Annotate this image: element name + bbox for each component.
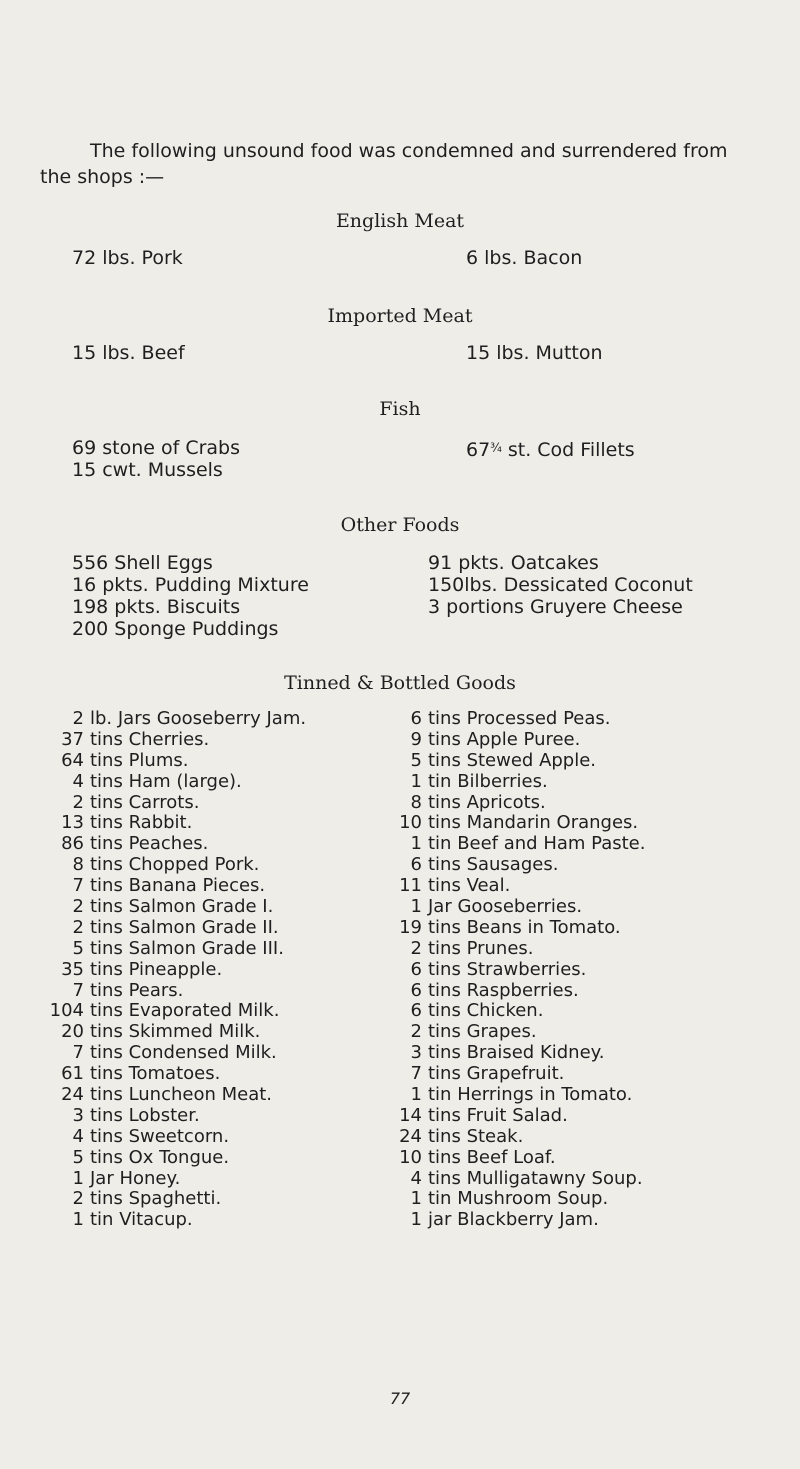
tinned-item-quantity: 1 [410, 833, 422, 855]
cod-fillets-whole: 67 [466, 439, 491, 461]
other-foods-item: 556 Shell Eggs [72, 552, 213, 574]
tinned-item-quantity: 24 [399, 1125, 422, 1147]
tinned-item-description: tins Carrots. [90, 791, 200, 813]
tinned-item-description: Jar Gooseberries. [428, 896, 583, 918]
tinned-item-description: tins Mandarin Oranges. [428, 812, 639, 834]
tinned-item [46, 876, 306, 897]
tinned-item [384, 730, 645, 751]
heading-tinned-bottled-goods: Tinned & Bottled Goods [284, 672, 516, 694]
tinned-item [46, 939, 306, 960]
tinned-item-description: tins Apple Puree. [428, 728, 581, 750]
tinned-item [384, 1106, 645, 1127]
tinned-item-description: tins Mulligatawny Soup. [428, 1167, 643, 1189]
heading-english-meat: English Meat [335, 210, 465, 232]
tinned-item-quantity: 24 [61, 1084, 84, 1106]
tinned-item-quantity: 6 [410, 958, 422, 980]
other-foods-item: 150lbs. Dessicated Coconut [428, 574, 693, 596]
tinned-item [46, 1106, 306, 1127]
tinned-item-quantity: 1 [410, 896, 422, 918]
tinned-item [46, 1022, 306, 1043]
tinned-item-description: tins Pears. [90, 979, 184, 1001]
tinned-item-quantity: 10 [399, 1146, 422, 1168]
tinned-item-quantity: 2 [410, 937, 422, 959]
tinned-item-description: tins Processed Peas. [428, 708, 611, 729]
tinned-item [384, 1210, 645, 1231]
tinned-item-quantity: 3 [410, 1042, 422, 1064]
tinned-item [46, 730, 306, 751]
tinned-item-description: tin Mushroom Soup. [428, 1188, 609, 1210]
tinned-item-description: tins Prunes. [428, 937, 534, 959]
tinned-item [46, 1127, 306, 1148]
tinned-item [46, 1189, 306, 1210]
tinned-item [46, 1043, 306, 1064]
tinned-item-quantity: 6 [410, 979, 422, 1001]
imported-meat-item-mutton: 15 lbs. Mutton [466, 342, 603, 364]
tinned-item-description: tins Luncheon Meat. [90, 1084, 273, 1106]
other-foods-item: 91 pkts. Oatcakes [428, 552, 599, 574]
fish-left-list [72, 437, 240, 481]
tinned-item [384, 751, 645, 772]
tinned-item [384, 960, 645, 981]
tinned-item [46, 793, 306, 814]
tinned-item-quantity: 11 [399, 875, 422, 897]
tinned-item-quantity: 2 [72, 791, 84, 813]
tinned-item-quantity: 5 [72, 1146, 84, 1168]
tinned-item-quantity: 3 [72, 1104, 84, 1126]
tinned-item-quantity: 7 [410, 1063, 422, 1085]
tinned-item-description: tins Condensed Milk. [90, 1042, 277, 1064]
tinned-item-description: tins Ham (large). [90, 770, 242, 792]
tinned-item [46, 1085, 306, 1106]
tinned-item [384, 813, 645, 834]
tinned-item-quantity: 61 [61, 1063, 84, 1085]
cod-fillets-text: st. Cod Fillets [501, 439, 635, 461]
tinned-item [384, 772, 645, 793]
tinned-item-description: tins Spaghetti. [90, 1188, 222, 1210]
tinned-item [46, 1148, 306, 1169]
tinned-item-quantity: 86 [61, 833, 84, 855]
tinned-item-description: tins Ox Tongue. [90, 1146, 230, 1168]
tinned-item-description: tins Beans in Tomato. [428, 916, 621, 938]
tinned-item [46, 1169, 306, 1190]
tinned-item-quantity: 14 [399, 1104, 422, 1126]
tinned-right-column [384, 709, 645, 1231]
tinned-item-description: tin Bilberries. [428, 770, 548, 792]
tinned-item-quantity: 20 [61, 1021, 84, 1043]
other-foods-item: 200 Sponge Puddings [72, 618, 279, 640]
tinned-item-quantity: 2 [72, 708, 84, 729]
tinned-item [384, 876, 645, 897]
tinned-item-quantity: 5 [72, 937, 84, 959]
tinned-item-description: tins Salmon Grade I. [90, 896, 274, 918]
english-meat-item-bacon: 6 lbs. Bacon [466, 247, 583, 269]
tinned-item-description: tins Skimmed Milk. [90, 1021, 261, 1043]
tinned-item [384, 1189, 645, 1210]
tinned-item [384, 1127, 645, 1148]
tinned-item-quantity: 35 [61, 958, 84, 980]
tinned-item [46, 813, 306, 834]
tinned-item-description: tins Braised Kidney. [428, 1042, 605, 1064]
tinned-item-description: tins Apricots. [428, 791, 546, 813]
tinned-item [384, 897, 645, 918]
tinned-item [46, 751, 306, 772]
heading-other-foods: Other Foods [340, 514, 460, 536]
tinned-item-description: tins Salmon Grade II. [90, 916, 279, 938]
tinned-item-quantity: 1 [410, 770, 422, 792]
tinned-item [384, 709, 645, 730]
tinned-item-description: tins Beef Loaf. [428, 1146, 556, 1168]
tinned-item [46, 1064, 306, 1085]
tinned-item-quantity: 104 [49, 1000, 84, 1022]
tinned-item-quantity: 2 [72, 896, 84, 918]
tinned-item [46, 1210, 306, 1231]
tinned-item [46, 709, 306, 730]
tinned-item-description: tins Grapes. [428, 1021, 537, 1043]
tinned-item [46, 918, 306, 939]
tinned-item [384, 793, 645, 814]
tinned-item-description: tins Rabbit. [90, 812, 193, 834]
fish-item-cod-fillets [466, 437, 635, 461]
tinned-item-quantity: 2 [72, 916, 84, 938]
tinned-item-description: tins Cherries. [90, 728, 210, 750]
tinned-item [46, 981, 306, 1002]
tinned-item [384, 834, 645, 855]
tinned-item [384, 918, 645, 939]
tinned-item-quantity: 4 [72, 770, 84, 792]
tinned-item [46, 855, 306, 876]
tinned-item-description: tins Veal. [428, 875, 511, 897]
tinned-item-quantity: 1 [72, 1167, 84, 1189]
tinned-item [384, 855, 645, 876]
tinned-item-quantity: 4 [410, 1167, 422, 1189]
tinned-item-quantity: 7 [72, 1042, 84, 1064]
heading-imported-meat: Imported Meat [327, 305, 473, 327]
tinned-item-description: tins Chopped Pork. [90, 854, 260, 876]
tinned-item-quantity: 37 [61, 728, 84, 750]
tinned-item-description: tins Raspberries. [428, 979, 579, 1001]
intro-paragraph: The following unsound food was condemned and surrendered from the shops :— [40, 140, 728, 188]
tinned-item-description: tins Evaporated Milk. [90, 1000, 280, 1022]
tinned-item-description: tins Plums. [90, 749, 189, 771]
tinned-item-description: jar Blackberry Jam. [428, 1209, 599, 1231]
tinned-item-quantity: 2 [72, 1188, 84, 1210]
tinned-item-quantity: 10 [399, 812, 422, 834]
tinned-item-quantity: 5 [410, 749, 422, 771]
tinned-item-description: tin Herrings in Tomato. [428, 1084, 633, 1106]
other-foods-right-list [428, 552, 693, 618]
tinned-item-description: tins Strawberries. [428, 958, 587, 980]
tinned-item-quantity: 4 [72, 1125, 84, 1147]
tinned-item-quantity: 7 [72, 875, 84, 897]
tinned-item-quantity: 1 [410, 1209, 422, 1231]
fish-item-mussels: 15 cwt. Mussels [72, 459, 223, 481]
tinned-item [384, 939, 645, 960]
tinned-item-quantity: 9 [410, 728, 422, 750]
tinned-item [46, 960, 306, 981]
tinned-item-description: tins Pineapple. [90, 958, 223, 980]
tinned-item-description: tins Sausages. [428, 854, 559, 876]
tinned-item [46, 1001, 306, 1022]
tinned-item-description: tins Chicken. [428, 1000, 544, 1022]
tinned-item-quantity: 1 [72, 1209, 84, 1231]
tinned-item-quantity: 19 [399, 916, 422, 938]
tinned-item-quantity: 8 [410, 791, 422, 813]
tinned-item-description: tins Tomatoes. [90, 1063, 221, 1085]
heading-fish: Fish [379, 398, 421, 420]
tinned-item [384, 1169, 645, 1190]
tinned-item-description: tins Banana Pieces. [90, 875, 266, 897]
tinned-item-quantity: 64 [61, 749, 84, 771]
tinned-item [46, 897, 306, 918]
tinned-item-description: tin Beef and Ham Paste. [428, 833, 646, 855]
tinned-item-description: tins Lobster. [90, 1104, 200, 1126]
other-foods-item: 198 pkts. Biscuits [72, 596, 241, 618]
tinned-item-description: tins Peaches. [90, 833, 209, 855]
cod-fillets-fraction: ¾ [490, 441, 502, 455]
tinned-item [46, 772, 306, 793]
english-meat-item-pork: 72 lbs. Pork [72, 247, 183, 269]
tinned-item-description: tins Grapefruit. [428, 1063, 565, 1085]
tinned-item [384, 1022, 645, 1043]
tinned-item [384, 1064, 645, 1085]
other-foods-left-list [72, 552, 309, 640]
tinned-item-description: tins Sweetcorn. [90, 1125, 230, 1147]
tinned-item-quantity: 6 [410, 1000, 422, 1022]
tinned-item-quantity: 7 [72, 979, 84, 1001]
tinned-item-description: tins Salmon Grade III. [90, 937, 284, 959]
tinned-item-quantity: 1 [410, 1084, 422, 1106]
tinned-item-description: tins Steak. [428, 1125, 524, 1147]
tinned-item [384, 1001, 645, 1022]
imported-meat-item-beef: 15 lbs. Beef [72, 342, 185, 364]
tinned-item-description: lb. Jars Gooseberry Jam. [90, 708, 307, 729]
page-number: 77 [389, 1389, 411, 1408]
tinned-item [384, 981, 645, 1002]
tinned-item-quantity: 6 [410, 854, 422, 876]
other-foods-item: 3 portions Gruyere Cheese [428, 596, 683, 618]
tinned-item-quantity: 6 [410, 708, 422, 729]
tinned-item [384, 1085, 645, 1106]
other-foods-item: 16 pkts. Pudding Mixture [72, 574, 309, 596]
tinned-item [384, 1148, 645, 1169]
tinned-item-description: tins Stewed Apple. [428, 749, 597, 771]
tinned-item-description: Jar Honey. [90, 1167, 181, 1189]
tinned-item [384, 1043, 645, 1064]
tinned-item-quantity: 13 [61, 812, 84, 834]
tinned-item [46, 834, 306, 855]
tinned-item-description: tins Fruit Salad. [428, 1104, 568, 1126]
tinned-item-quantity: 1 [410, 1188, 422, 1210]
tinned-item-quantity: 2 [410, 1021, 422, 1043]
tinned-item-description: tin Vitacup. [90, 1209, 193, 1231]
tinned-item-quantity: 8 [72, 854, 84, 876]
fish-item-crabs: 69 stone of Crabs [72, 437, 240, 459]
tinned-left-column [46, 709, 306, 1231]
